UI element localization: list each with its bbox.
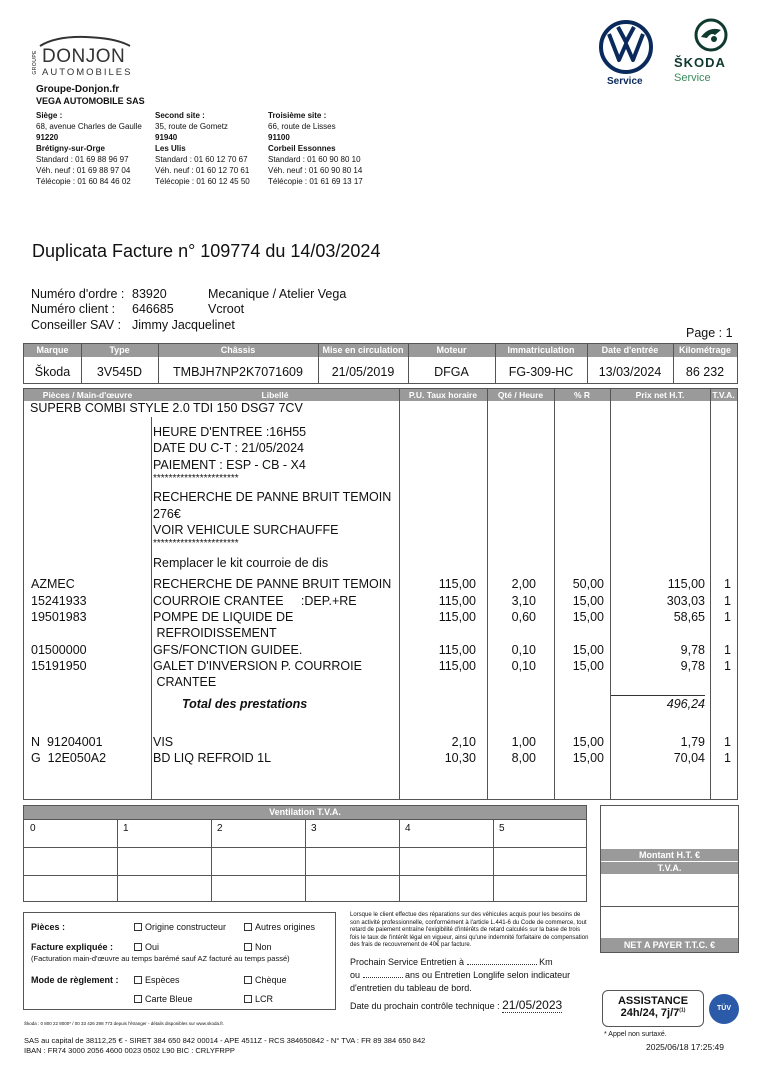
row-code: 19501983 [31,610,87,624]
logo-main-text: DONJON [42,46,126,67]
assistance-note: * Appel non surtaxé. [604,1031,667,1038]
site-address: 35, route de Gometz [155,122,228,131]
note-line: Remplacer le kit courroie de dis [153,556,329,571]
mode-label: Mode de règlement : [31,975,119,985]
client-label: Numéro client : [31,302,116,316]
row-net: 58,65 [673,610,705,624]
row-pu: 115,00 [438,659,476,673]
row-pu: 10,30 [444,751,476,765]
vehicle-header-cell: Immatriculation [507,345,575,355]
site-zip: 91220 [36,133,59,142]
next-ct-value: 21/05/2023 [502,998,563,1012]
vehicle-header-cell: Châssis [220,345,256,355]
donjon-logo [34,34,144,84]
tuv-icon [709,994,739,1024]
row-rebate: 15,00 [572,659,604,673]
site-fax: Télécopie : 01 60 12 45 50 [155,177,250,186]
row-tva: 1 [724,610,731,624]
note-line: ********************** [153,538,239,550]
advisor-label: Conseiller SAV : [31,318,122,332]
next-service-km: Km [539,957,553,967]
vat-title: Ventilation T.V.A. [24,806,586,819]
advisor-value: Jimmy Jacquelinet [132,318,235,332]
client-value: 646685 [132,302,174,316]
site-veh: Véh. neuf : 01 60 12 70 61 [155,166,250,175]
site-1 [36,110,156,187]
note-line: 276€ [153,506,181,521]
site-fax: Télécopie : 01 61 69 13 17 [268,177,363,186]
site-standard: Standard : 01 60 90 80 10 [268,155,361,164]
site-fax: Télécopie : 01 60 84 46 02 [36,177,131,186]
vat-col-label: 0 [30,823,36,834]
site-city: Corbeil Essonnes [268,144,336,153]
row-label-continued: CRANTEE [153,675,217,689]
montant-ht-label: Montant H.T. € [601,849,738,861]
row-net: 303,03 [666,594,705,608]
table-row [0,643,762,659]
note-line: DATE DU C-T : 21/05/2024 [153,441,304,456]
next-service-or: ou [350,970,361,980]
row-code: AZMEC [31,577,75,591]
table-row [0,735,762,751]
cheque-checkbox[interactable] [244,975,287,985]
row-rebate: 15,00 [572,735,604,749]
row-rebate: 15,00 [572,610,604,624]
row-code: G 12E050A2 [31,751,107,765]
skoda-wordmark: ŠKODA [674,55,726,70]
row-rebate: 15,00 [572,643,604,657]
vehicle-value-brand: Škoda [34,365,71,379]
table-row [0,577,762,593]
especes-label: Espèces [145,975,180,985]
row-rebate: 15,00 [572,594,604,608]
note-line: RECHERCHE DE PANNE BRUIT TEMOIN [153,490,392,505]
row-net: 1,79 [680,735,705,749]
skoda-service-label: Service [674,72,711,84]
table-row [0,659,762,691]
logo-sub-text: AUTOMOBILES [42,67,133,78]
row-tva: 1 [724,594,731,608]
row-code: N 91204001 [31,735,103,749]
site-2 [155,110,270,187]
next-ct-line [350,999,595,1013]
payment-box [23,912,336,1010]
vat-col-label: 5 [499,823,505,834]
row-qty: 2,00 [511,577,536,591]
site-address: 66, route de Lisses [268,122,336,131]
oui-checkbox[interactable] [134,942,159,952]
pieces-origin-checkbox[interactable] [134,922,226,932]
lines-header-cell: % R [573,390,591,400]
row-tva: 1 [724,577,731,591]
row-rebate: 15,00 [572,751,604,765]
facture-label: Facture expliquée : [31,942,114,952]
row-qty: 8,00 [511,751,536,765]
row-label: POMPE DE LIQUIDE DE [153,610,294,624]
row-pu: 115,00 [438,577,476,591]
next-service-line3: d'entretien du tableau de bord. [350,983,472,993]
total-label: Total des prestations [182,697,308,711]
row-label: COURROIE CRANTEE :DEP.+RE [153,594,357,608]
site-address: 68, avenue Charles de Gaulle [36,122,142,131]
next-ct-label: Date du prochain contrôle technique : [350,1001,500,1011]
footer-small: Škoda : 0 800 22 8000* / 00 33 426 298 773 depuis l'étranger - détails disponibles sur www.skoda.fr. [24,1021,224,1026]
site-veh: Véh. neuf : 01 69 88 97 04 [36,166,131,175]
order-type: Mecanique / Atelier Vega [208,287,347,301]
vehicle-value-chassis: TMBJH7NP2K7071609 [173,365,303,379]
next-service-line2 [350,969,595,982]
lcr-checkbox[interactable] [244,994,273,1004]
lcr-label: LCR [255,994,274,1004]
tva-label: T.V.A. [601,862,738,874]
pieces-other-label: Autres origines [255,922,316,932]
row-qty: 0,10 [511,659,536,673]
vehicle-value-plate: FG-309-HC [508,365,574,379]
tuv-label: TÜV [717,1005,731,1012]
row-pu: 115,00 [438,643,476,657]
row-pu: 115,00 [438,594,476,608]
pieces-label: Pièces : [31,922,66,932]
site-3 [268,110,388,187]
note-line: ********************** [153,473,239,485]
carte-checkbox[interactable] [134,994,193,1004]
row-net: 9,78 [680,659,705,673]
site-title: Siège : [36,111,63,120]
website: Groupe-Donjon.fr [36,84,120,95]
vat-col-label: 3 [311,823,317,834]
row-net: 9,78 [680,643,705,657]
order-value: 83920 [132,287,167,301]
lines-header-cell: Pièces / Main-d'œuvre [42,390,133,400]
vehicle-value-entry-date: 13/03/2024 [598,365,662,379]
vehicle-header-cell: Kilométrage [678,345,731,355]
order-label: Numéro d'ordre : [31,287,125,301]
lines-header-cell: Qté / Heure [497,390,544,400]
note-line: PAIEMENT : ESP - CB - X4 [153,457,306,472]
row-tva: 1 [724,735,731,749]
row-pu: 2,10 [451,735,476,749]
vat-table [23,805,587,902]
row-label: GFS/FONCTION GUIDEE. [153,643,303,657]
site-veh: Véh. neuf : 01 60 90 80 14 [268,166,363,175]
row-code: 15191950 [31,659,87,673]
table-row [0,751,762,767]
row-net: 70,04 [673,751,705,765]
row-qty: 0,10 [511,643,536,657]
vehicle-header-cell: Type [109,345,130,355]
note-line: HEURE D'ENTREE :16H55 [153,425,307,439]
notes-block [153,424,391,572]
vat-col-label: 4 [405,823,411,834]
assistance-line2 [603,1007,703,1019]
row-qty: 1,00 [511,735,536,749]
row-label-continued: REFROIDISSEMENT [153,626,277,640]
assistance-line1: ASSISTANCE [617,995,689,1007]
vw-icon [599,20,653,74]
row-pu: 115,00 [438,610,476,624]
vw-logo [599,20,655,90]
row-tva: 1 [724,751,731,765]
row-label: BD LIQ REFROID 1L [153,751,272,765]
lines-header-cell: Prix net H.T. [635,390,685,400]
skoda-arrow-icon [694,18,728,52]
net-to-pay-label: NET A PAYER T.T.C. € [601,938,738,952]
vehicle-value-engine: DFGA [434,365,469,379]
vat-col-label: 1 [123,823,129,834]
vat-col-label: 2 [217,823,223,834]
pieces-origin-label: Origine constructeur [145,922,227,932]
row-net: 115,00 [667,577,705,591]
table-row [0,610,762,642]
next-service-line1 [350,956,595,969]
row-tva: 1 [724,643,731,657]
footer-line1: SAS au capital de 38112,25 € - SIRET 384 650 842 00014 - APE 4511Z - RCS 384650842 - N° TVA : FR 89 384 650 842 [24,1036,426,1045]
carte-label: Carte Bleue [145,994,193,1004]
model-line: SUPERB COMBI STYLE 2.0 TDI 150 DSG7 7CV [30,401,303,415]
vehicle-header-cell: Date d'entrée [601,345,659,355]
row-tva: 1 [724,659,731,673]
site-title: Troisième site : [268,111,327,120]
vehicle-table [23,343,738,384]
especes-checkbox[interactable] [134,975,180,985]
skoda-logo [672,18,752,88]
row-label: RECHERCHE DE PANNE BRUIT TEMOIN [153,577,392,591]
vehicle-header-cell: Marque [36,345,69,355]
page-number: Page : 1 [686,326,733,340]
next-service [350,956,595,1013]
assistance-footnote-mark: (1) [679,1007,686,1014]
pieces-other-checkbox[interactable] [244,922,315,932]
next-service-years: ans ou Entretien Longlife selon indicateur [405,970,571,980]
site-city: Les Ulis [155,144,186,153]
row-code: 15241933 [31,594,87,608]
next-service-text: Prochain Service Entretien à [350,957,465,967]
vehicle-header-cell: Moteur [436,345,467,355]
row-code: 01500000 [31,643,87,657]
site-title: Second site : [155,111,205,120]
footer-line2: IBAN : FR74 3000 2056 4600 0023 0502 L90 BIC : CRLYFRPP [24,1046,235,1055]
assistance-badge [602,990,704,1027]
logo-side-text: GROUPE [32,50,38,75]
note-line: VOIR VEHICULE SURCHAUFFE [153,523,339,538]
row-rebate: 50,00 [572,577,604,591]
invoice-title: Duplicata Facture n° 109774 du 14/03/2024 [32,241,381,261]
row-label: GALET D'INVERSION P. COURROIE [153,659,362,673]
row-label: VIS [153,735,174,749]
cheque-label: Chèque [255,975,287,985]
totals-box [600,805,739,953]
lines-header-cell: T.V.A. [712,390,735,400]
total-value: 496,24 [666,697,705,711]
company-name: VEGA AUTOMOBILE SAS [36,96,145,106]
site-standard: Standard : 01 60 12 70 67 [155,155,248,164]
site-zip: 91100 [268,133,290,142]
assistance-hours: 24h/24, 7j/7 [620,1007,680,1019]
client-name: Vcroot [208,302,245,316]
legal-text: Lorsque le client effectue des réparations sur des véhicules acquis pour les besoins de son activité professionnelle, conformément à l'article L.441-6 du Code de commerce, tout retard de paiement entraîne l'exigibilité d'intérêts de retard calculés sur la base de trois fois le taux de l'intérêt légal en vigueur, ainsi qu'une indemnité forfaitaire de compensation des frais de recouvrement de 40€ par facture. [350,912,589,948]
lines-header-cell: Libellé [261,390,289,400]
vehicle-value-type: 3V545D [96,365,143,379]
row-qty: 3,10 [511,594,536,608]
footer-timestamp: 2025/06/18 17:25:49 [646,1042,724,1052]
non-checkbox[interactable] [244,942,272,952]
site-standard: Standard : 01 69 88 96 97 [36,155,129,164]
facture-note: (Facturation main-d'œuvre au temps barémé sauf AZ facturé au temps passé) [31,954,290,963]
vehicle-header-cell: Mise en circulation [322,345,404,355]
oui-label: Oui [145,942,160,952]
lines-header-cell: P.U. Taux horaire [408,390,478,400]
row-qty: 0,60 [511,610,536,624]
vehicle-value-registration-date: 21/05/2019 [331,365,395,379]
site-zip: 91940 [155,133,178,142]
vehicle-value-mileage: 86 232 [685,365,725,379]
table-row [0,594,762,610]
vw-service-label: Service [607,76,643,87]
non-label: Non [255,942,272,952]
site-city: Brétigny-sur-Orge [36,144,105,153]
